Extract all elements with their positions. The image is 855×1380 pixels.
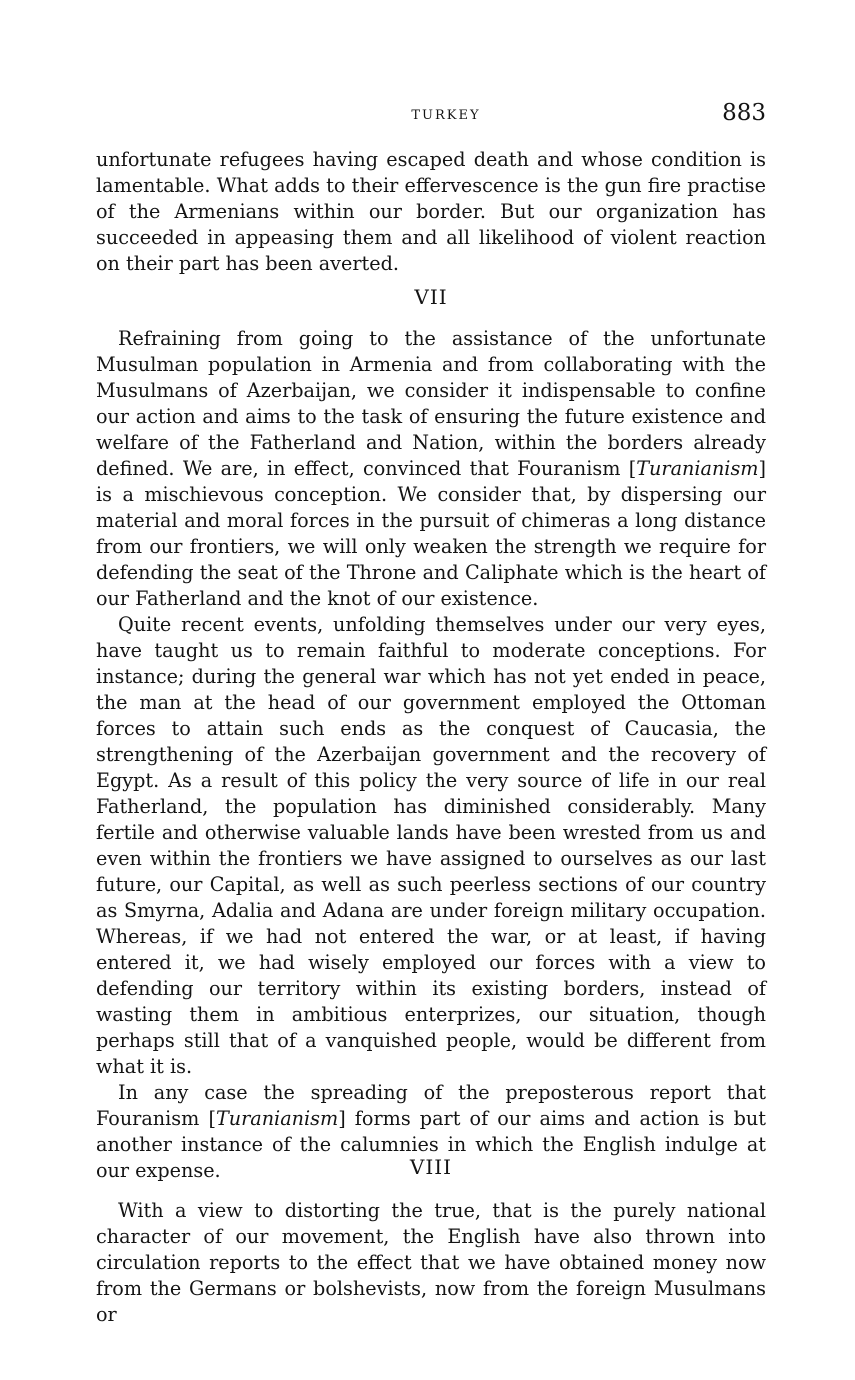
italic-term: Turanianism	[215, 1107, 339, 1130]
paragraph-text: ] is a mischievous conception. We consider that, by dispersing our material and moral forces in the pursuit of chimeras a long distance from our frontiers, we will only weaken the strength we require for defending the seat of the Throne and Caliphate which is the heart of our Fatherland and the knot of our existence.	[96, 457, 766, 610]
intro-block	[96, 147, 766, 277]
italic-term: Turanianism	[636, 457, 759, 480]
section-vii-body	[96, 326, 766, 1184]
section-vii-paragraph-2: Quite recent events, unfolding themselves under our very eyes, have taught us to remain faithful to moderate conceptions. For instance; during the general war which has not yet ended in peace, the man at the head of our government employed the Ottoman forces to attain such ends as the conquest of Caucasia, the strengthening of the Azerbaijan government and the recovery of Egypt. As a result of this policy the very source of life in our real Fatherland, the population has diminished considerably. Many fertile and otherwise valuable lands have been wrested from us and even within the frontiers we have assigned to ourselves as our last future, our Capital, as well as such peerless sections of our country as Smyrna, Adalia and Adana are under foreign military occupation. Whereas, if we had not entered the war, or at least, if having entered it, we had wisely employed our forces with a view to defending our territory within its existing borders, instead of wasting them in ambitious enterprizes, our situation, though perhaps still that of a vanquished people, would be different from what it is.	[96, 613, 766, 1078]
section-viii-paragraph-1: With a view to distorting the true, that is the purely national character of our movement, the English have also thrown into circulation reports to the effect that we have obtained money now from the Germans or bolshevists, now from the foreign Musulmans or	[96, 1199, 766, 1326]
paragraph-text: In any case the spreading of the preposterous report that Fouranism [	[96, 1081, 766, 1130]
paragraph-text: Refraining from going to the assistance of the unfortunate Musulman population in Armenia and from collaborating with the Musulmans of Azerbaijan, we consider it indispensable to confine our action and aims to the task of ensuring the future existence and welfare of the Fatherland and Nation, within the borders already defined. We are, in effect, convinced that Fouranism [	[96, 327, 766, 480]
section-viii-body	[96, 1198, 766, 1328]
section-heading-vii: VII	[414, 285, 448, 309]
page-number: 883	[722, 100, 766, 126]
section-vii-paragraph-1	[96, 326, 766, 612]
section-heading-viii: VIII	[409, 1155, 453, 1179]
paragraph-text: ] forms part of our aims and action is but another instance of the calumnies in which the English indulge at our expense.	[96, 1107, 766, 1182]
running-title: TURKEY	[411, 108, 481, 123]
running-head	[96, 100, 766, 134]
intro-paragraph: unfortunate refugees having escaped death and whose condition is lamentable. What adds to their effervescence is the gun fire practise of the Armenians within our border. But our organization has succeeded in appeasing them and all likelihood of violent reaction on their part has been averted.	[96, 148, 766, 275]
